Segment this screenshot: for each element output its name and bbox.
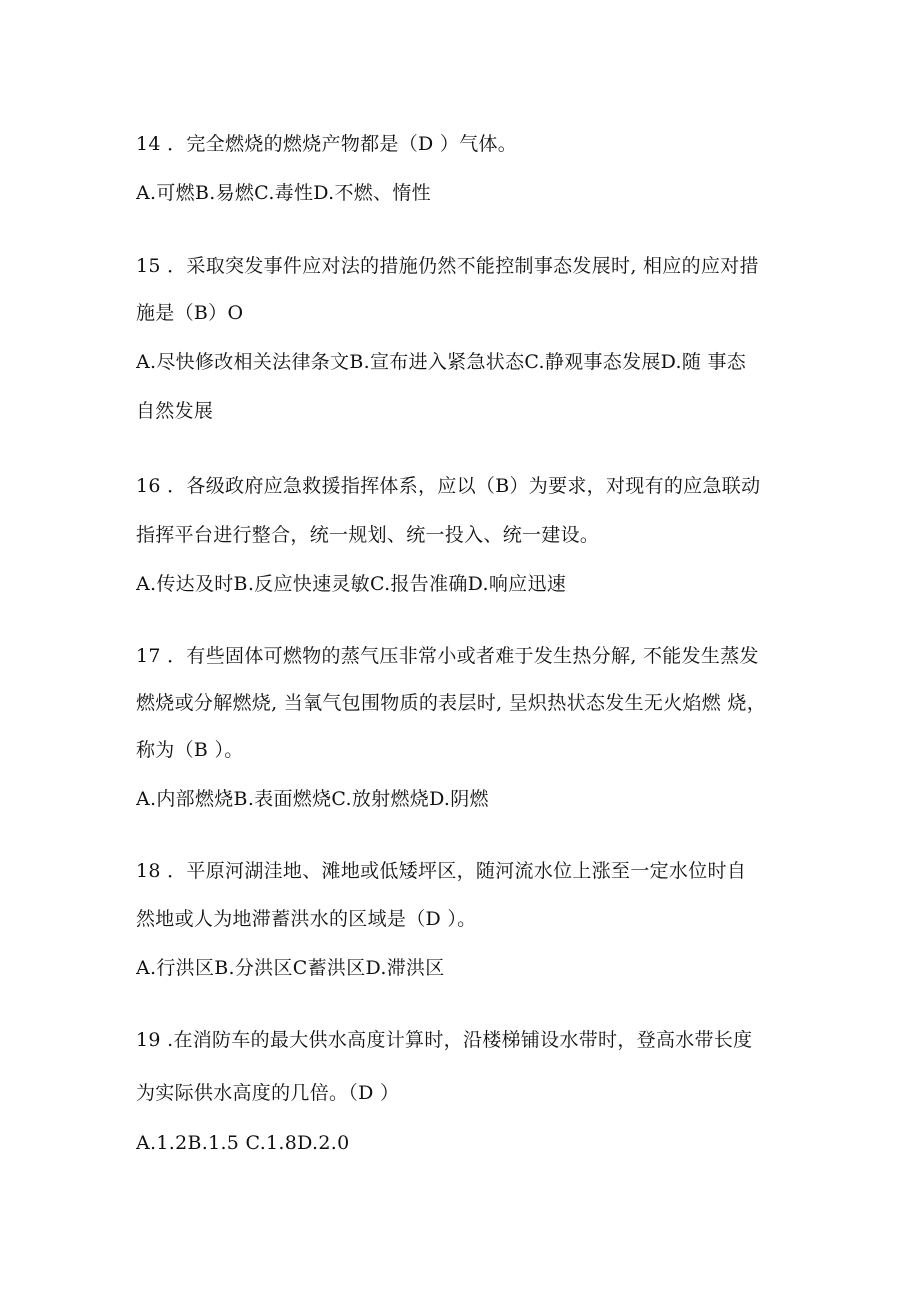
question-17-stem: 17 ．有些固体可燃物的蒸气压非常小或者难于发生热分解, 不能发生蒸发	[136, 645, 759, 667]
question-16-options: A.传达及时B.反应快速灵敏C.报告准确D.响应迅速	[136, 573, 567, 595]
question-14-stem: 14 ．完全燃烧的燃烧产物都是（D ）气体。	[136, 133, 518, 155]
question-19-options: A.1.2B.1.5 C.1.8D.2.0	[136, 1132, 350, 1154]
question-14-options: A.可燃B.易燃C.毒性D.不燃、惰性	[136, 182, 431, 204]
question-17-stem-cont-2: 称为（B ）。	[136, 739, 244, 761]
question-18-stem-cont: 然地或人为地滞蓄洪水的区域是（D ）。	[136, 908, 477, 930]
question-15-stem: 15 ．采取突发事件应对法的措施仍然不能控制事态发展时, 相应的应对措	[136, 255, 759, 277]
question-15-options-cont: 自然发展	[136, 400, 214, 422]
question-18-stem: 18 ．平原河湖洼地、滩地或低矮坪区，随河流水位上涨至一定水位时自	[136, 860, 747, 882]
question-16-stem: 16 ．各级政府应急救援指挥体系，应以（B）为要求，对现有的应急联动	[136, 475, 761, 497]
question-15-stem-cont: 施是（B）O	[136, 302, 244, 324]
question-15-options: A.尽快修改相关法律条文B.宣布进入紧急状态C.静观事态发展D.随 事态	[136, 351, 747, 373]
question-19-stem-cont: 为实际供水高度的几倍。（D ）	[136, 1082, 400, 1104]
question-17-stem-cont-1: 燃烧或分解燃烧, 当氧气包围物质的表层时, 呈炽热状态发生无火焰燃 烧，	[136, 692, 766, 714]
question-19-stem: 19 .在消防车的最大供水高度计算时，沿楼梯铺设水带时，登高水带长度	[136, 1029, 753, 1051]
question-18-options: A.行洪区B.分洪区C蓄洪区D.滞洪区	[136, 957, 445, 979]
question-17-options: A.内部燃烧B.表面燃烧C.放射燃烧D.阴燃	[136, 788, 489, 810]
question-16-stem-cont: 指挥平台进行整合，统一规划、统一投入、统一建设。	[136, 524, 600, 546]
